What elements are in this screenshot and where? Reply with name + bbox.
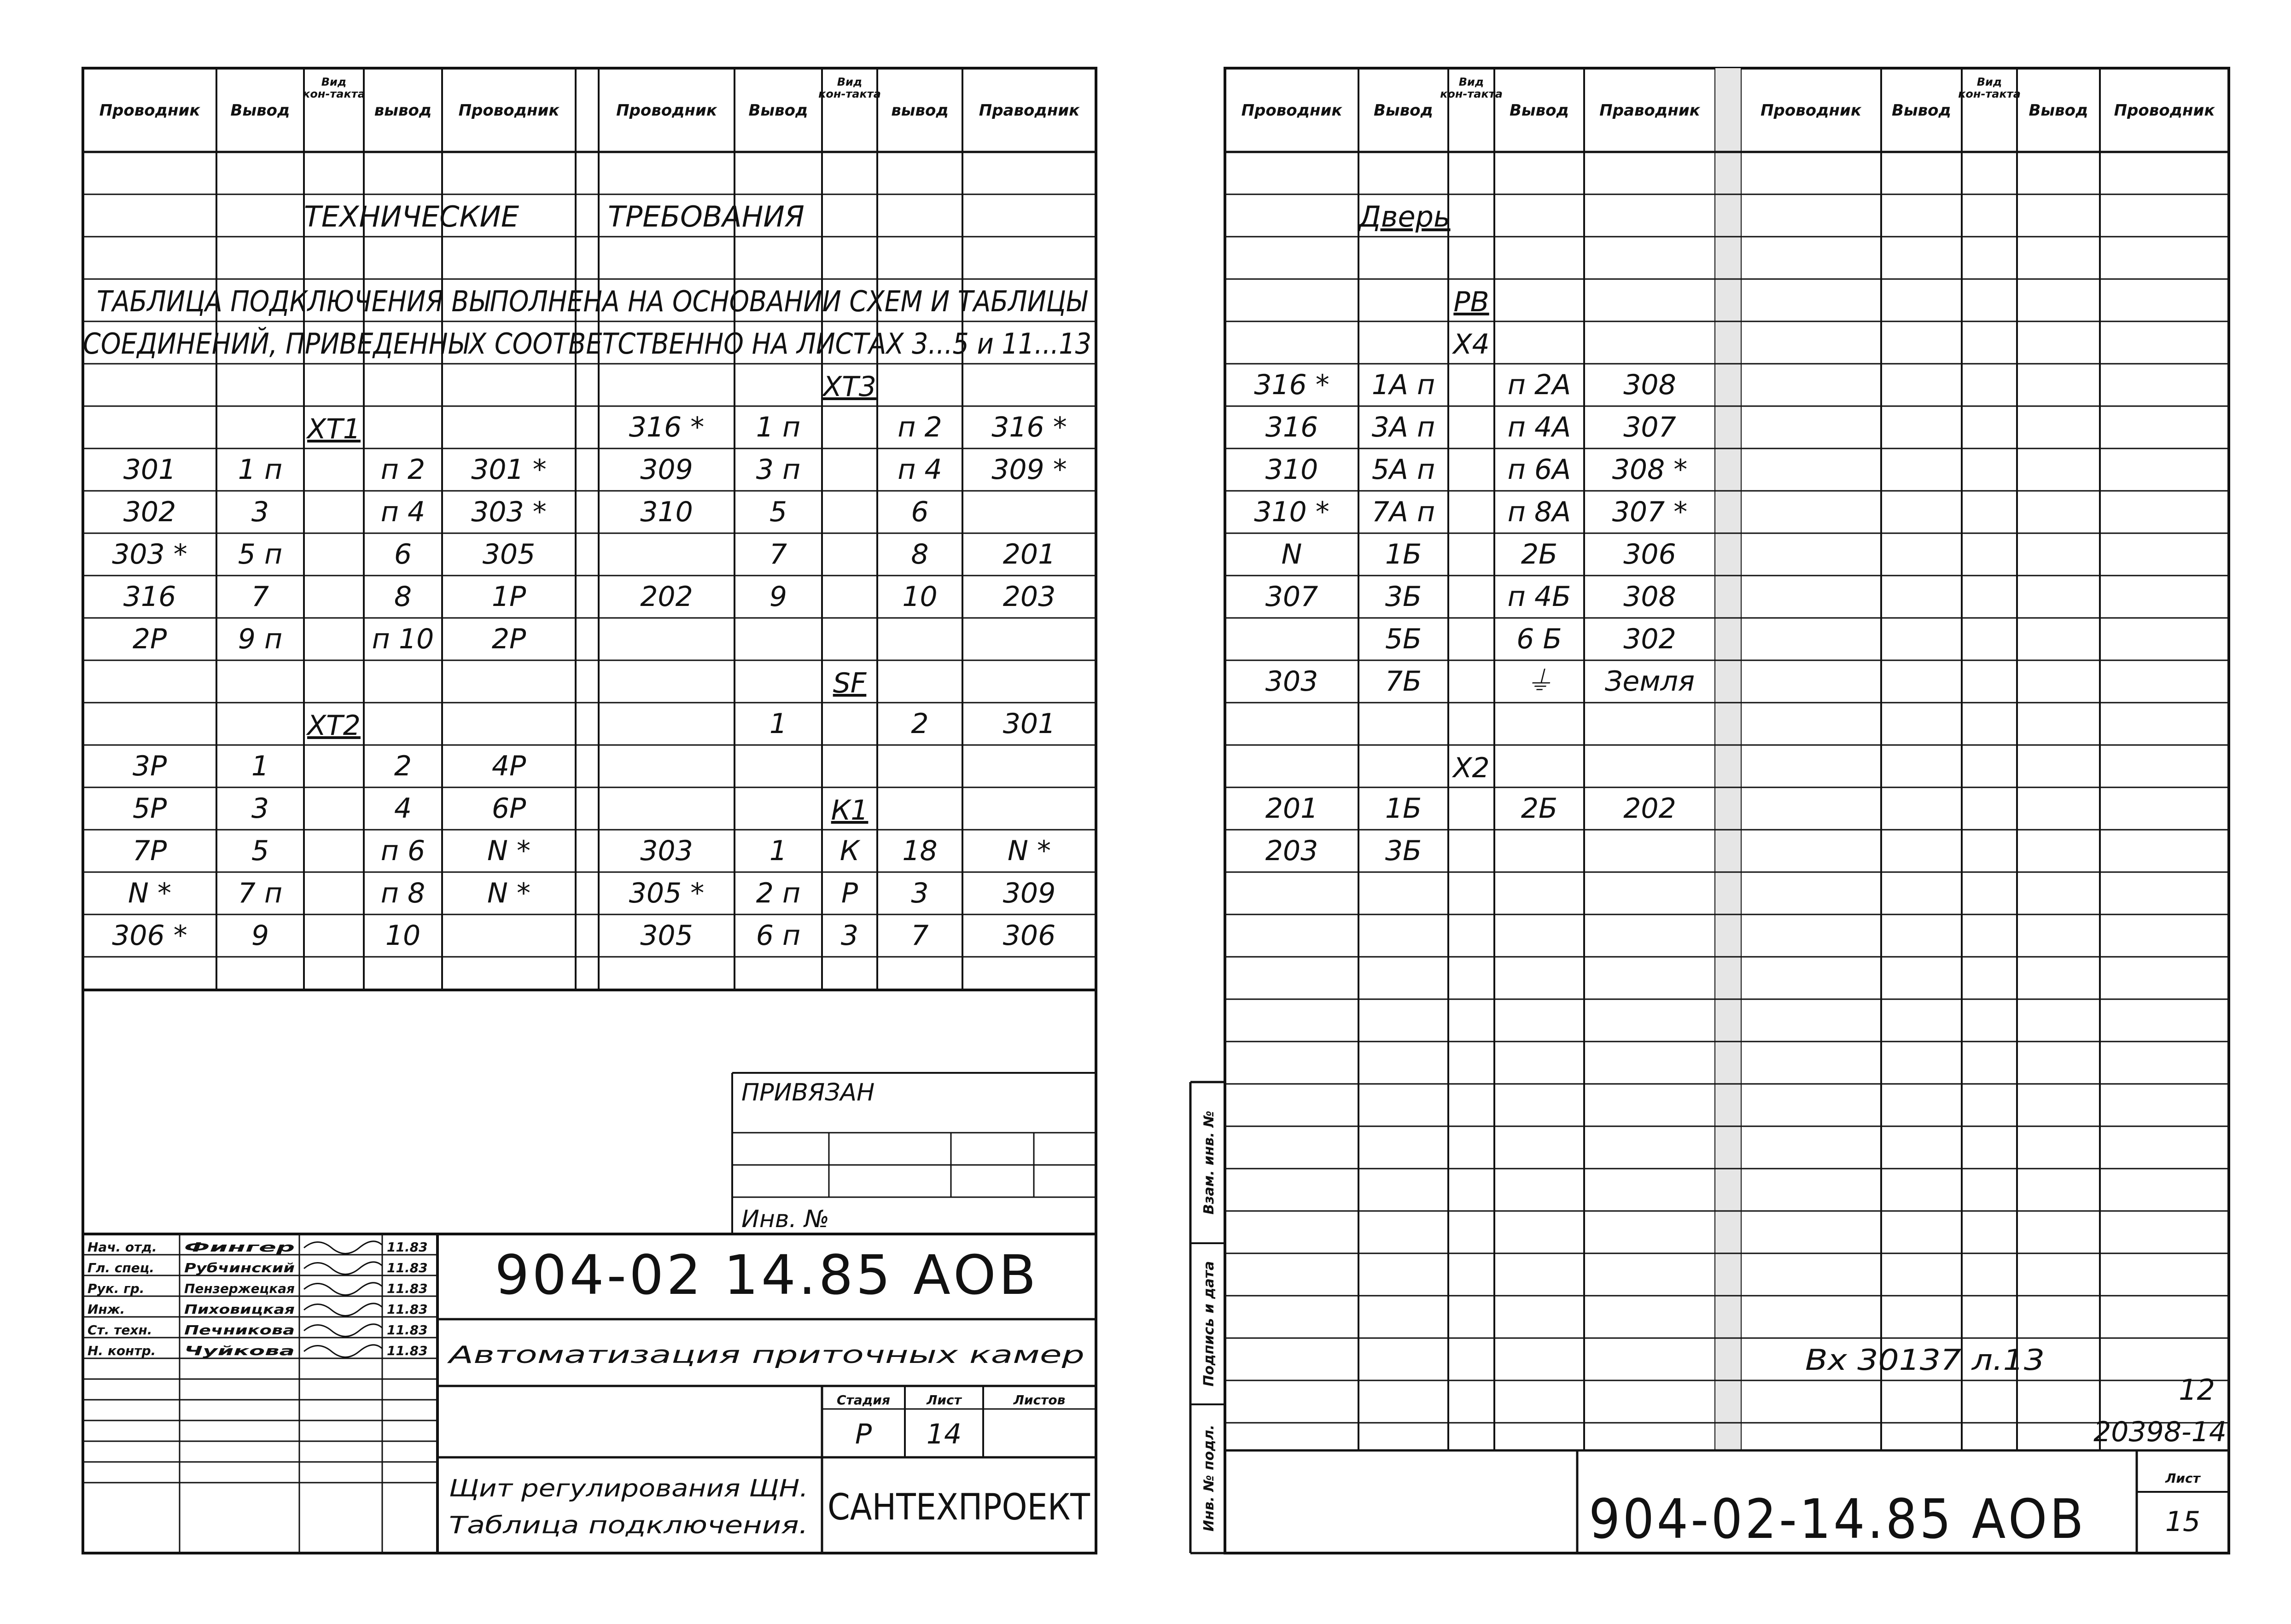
right-table-cell: ⏚	[1525, 665, 1553, 698]
connector-label-xt3: ХТ3	[823, 371, 876, 403]
right-table-cell: 202	[1623, 792, 1676, 825]
left-header-label: вывод	[374, 101, 432, 120]
connector-label-sf: SF	[833, 667, 867, 699]
page-number: 12	[2179, 1373, 2215, 1407]
left-table-cell: 1	[769, 835, 787, 867]
left-table-cell: 316 *	[629, 411, 705, 444]
left-table-cell: 316	[123, 581, 176, 613]
right-table-cell: 307 *	[1612, 496, 1688, 529]
right-table-cell: 307	[1623, 411, 1676, 444]
left-table-cell: 305	[482, 538, 536, 571]
stage-header: Стадия	[837, 1392, 890, 1408]
signature	[304, 1241, 382, 1254]
signer-name: Рубчинский	[184, 1260, 295, 1275]
left-table-cell: N *	[487, 877, 530, 910]
right-header-right-label: Вывод	[1892, 101, 1951, 120]
left-table-cell: 7	[769, 538, 787, 571]
left-table-cell: 310	[640, 496, 693, 529]
left-table-cell: 2	[911, 708, 929, 740]
left-table-cell: 1	[769, 708, 787, 740]
left-header-label: Проводник	[458, 101, 560, 120]
signer-name: Фингер	[184, 1240, 295, 1255]
left-table-cell: 305	[640, 920, 693, 952]
left-header-right-label: Проводник	[616, 101, 717, 120]
left-table-cell: п 4	[898, 454, 942, 486]
left-table-cell: 309 *	[991, 454, 1067, 486]
right-table-cell: 308	[1623, 581, 1676, 613]
table-texts	[83, 76, 2227, 1551]
right-table-cell: 316	[1265, 411, 1318, 444]
left-table-cell: К	[839, 835, 860, 867]
left-table-cell: 3	[251, 496, 269, 529]
connector-label-x4: Х4	[1453, 328, 1490, 361]
right-table-cell: 2Б	[1521, 792, 1558, 825]
signature	[304, 1345, 382, 1357]
signer-date: 11.83	[387, 1322, 428, 1338]
left-table-cell: 5	[251, 835, 269, 867]
sheet-value: 14	[926, 1418, 962, 1450]
connector-label-xt1: ХТ1	[307, 413, 361, 445]
left-table-cell: 309	[640, 454, 693, 486]
left-table-cell: 2	[394, 750, 412, 783]
left-table-cell: 6Р	[491, 792, 526, 825]
left-table-cell: 4	[394, 792, 412, 825]
left-table-cell: 9 п	[238, 623, 283, 656]
left-table-cell: 1Р	[491, 581, 526, 613]
left-table-cell: 8	[911, 538, 929, 571]
right-table-cell: 310 *	[1254, 496, 1329, 529]
stamp-privyazan: ПРИВЯЗАН	[741, 1079, 875, 1106]
left-table-cell: 5Р	[132, 792, 167, 825]
notes-line: СОЕДИНЕНИЙ, ПРИВЕДЕННЫХ СООТВЕТСТВЕННО НА ЛИСТАХ 3...5 и 11...13	[83, 327, 1207, 361]
left-table-cell: 9	[251, 920, 269, 952]
handwritten-note: Вх 30137 л.13	[1805, 1343, 2045, 1377]
left-table-cell: N *	[128, 877, 171, 910]
signature	[304, 1262, 382, 1275]
right-table-cell: 308	[1623, 369, 1676, 402]
side-label-inv: Инв. № подл.	[1201, 1424, 1217, 1532]
right-table-cell: 302	[1623, 623, 1676, 656]
signer-date: 11.83	[387, 1240, 428, 1255]
right-header-right-label: Проводник	[2114, 101, 2215, 120]
right-table-cell: 7А п	[1371, 496, 1435, 529]
left-table-cell: 301	[123, 454, 176, 486]
left-header-right-label: Вывод	[748, 101, 808, 120]
signer-name: Чуйкова	[184, 1343, 295, 1358]
left-table-cell: 202	[640, 581, 693, 613]
signer-role: Инж.	[87, 1302, 125, 1317]
left-table-cell: 3	[911, 877, 929, 910]
signer-date: 11.83	[387, 1302, 428, 1317]
left-table-cell: 6	[911, 496, 929, 529]
right-table-cell: 307	[1265, 581, 1318, 613]
right-header-label: Праводник	[1599, 101, 1700, 120]
left-table-cell: Р	[841, 877, 858, 910]
right-table-cell: 308 *	[1612, 454, 1688, 486]
left-table-cell: 306 *	[112, 920, 187, 952]
left-table-cell: 9	[769, 581, 787, 613]
connector-label-pb: РВ	[1453, 286, 1489, 318]
drawing-title: Таблица подключения.	[449, 1512, 808, 1539]
right-table-cell: 6 Б	[1516, 623, 1562, 656]
left-table-cell: N *	[487, 835, 530, 867]
sheet-header: Лист	[927, 1392, 962, 1408]
left-table-cell: п 2	[380, 454, 426, 486]
left-table-cell: 7	[251, 581, 269, 613]
signature	[304, 1304, 382, 1316]
right-table-cell: 316 *	[1254, 369, 1329, 402]
left-header-right-label: вывод	[891, 101, 949, 120]
right-table-cell: 7Б	[1385, 665, 1422, 698]
drawing-title: Щит регулирования ЩН.	[449, 1475, 808, 1502]
left-table-cell: 7 п	[238, 877, 283, 910]
signer-name: Пензержецкая	[184, 1281, 295, 1296]
right-table-cell: 303	[1265, 665, 1318, 698]
right-table-cell: 203	[1265, 835, 1318, 867]
left-table-cell: 303 *	[112, 538, 187, 571]
right-table-cell: 1А п	[1371, 369, 1435, 402]
left-table-cell: 3Р	[132, 750, 167, 783]
signer-name: Печникова	[184, 1322, 295, 1338]
left-table-cell: 1 п	[238, 454, 283, 486]
signer-role: Ст. техн.	[87, 1322, 152, 1338]
signer-role: Н. контр.	[87, 1343, 156, 1358]
left-header-right-label: Вид	[837, 76, 863, 88]
right-table-cell: 5А п	[1371, 454, 1435, 486]
left-table-cell: 10	[902, 581, 938, 613]
connector-label-xt2: ХТ2	[307, 710, 361, 742]
left-table-cell: 2 п	[756, 877, 801, 910]
right-table-cell: п 6А	[1507, 454, 1571, 486]
right-table-cell: Земля	[1604, 665, 1695, 698]
signer-role: Рук. гр.	[87, 1281, 145, 1296]
left-table-cell: 2Р	[491, 623, 526, 656]
right-table-cell: п 4Б	[1507, 581, 1571, 613]
archive-number: 20398-14	[2093, 1416, 2227, 1448]
left-table-cell: 316 *	[991, 411, 1067, 444]
side-label-signature: Подпись и дата	[1201, 1261, 1217, 1387]
left-table-cell: 3 п	[756, 454, 801, 486]
stamp-inv-no: Инв. №	[741, 1205, 829, 1233]
left-table-cell: 309	[1003, 877, 1056, 910]
left-header-label: Проводник	[99, 101, 200, 120]
signer-name: Пиховицкая	[184, 1302, 295, 1317]
right-table-cell: 306	[1623, 538, 1676, 571]
right-table-cell: 3Б	[1385, 835, 1422, 867]
right-doc-code: 904-02-14.85 АОВ	[1589, 1487, 2086, 1551]
right-header-label: Вывод	[1510, 101, 1569, 120]
left-table-cell: п 8	[380, 877, 426, 910]
right-table-cell: 201	[1265, 792, 1318, 825]
left-table-cell: 306	[1003, 920, 1056, 952]
left-header-label: кон-такта	[303, 87, 365, 100]
left-table-cell: 6 п	[756, 920, 801, 952]
notes-line: ТАБЛИЦА ПОДКЛЮЧЕНИЯ ВЫПОЛНЕНА НА ОСНОВАНИИ СХЕМ И ТАБЛИЦЫ	[97, 285, 1088, 318]
left-table-cell: 201	[1003, 538, 1056, 571]
right-sheet-label: Лист	[2165, 1471, 2200, 1486]
signer-date: 11.83	[387, 1260, 428, 1275]
organization: САНТЕХПРОЕКТ	[828, 1487, 1090, 1528]
signer-role: Нач. отд.	[87, 1240, 157, 1255]
right-table-cell: 5Б	[1385, 623, 1422, 656]
left-table-cell: 303 *	[471, 496, 547, 529]
left-table-cell: 301	[1003, 708, 1056, 740]
right-header-right-label: Проводник	[1761, 101, 1861, 120]
right-header-label: Вид	[1458, 76, 1484, 88]
right-header-right-label: кон-такта	[1958, 87, 2021, 100]
right-table-cell: п 8А	[1507, 496, 1571, 529]
notes-title: ТРЕБОВАНИЯ	[608, 200, 804, 233]
left-table-cell: 1	[251, 750, 269, 783]
right-header-right-label: Вид	[1976, 76, 2002, 88]
right-table-cell: 3А п	[1371, 411, 1435, 444]
left-header-right-label: кон-такта	[818, 87, 881, 100]
stage-value: Р	[855, 1418, 872, 1450]
left-table-cell: 4Р	[491, 750, 526, 783]
right-table-cell: п 4А	[1507, 411, 1571, 444]
left-header-label: Вывод	[230, 101, 290, 120]
right-table-cell: 1Б	[1385, 538, 1422, 571]
right-table-cell: N	[1281, 538, 1302, 571]
right-table-cell: 2Б	[1521, 538, 1558, 571]
door-label: Дверь	[1358, 200, 1451, 233]
right-table-cell: 3Б	[1385, 581, 1422, 613]
left-table-cell: 7	[911, 920, 929, 952]
right-header-label: кон-такта	[1440, 87, 1503, 100]
project-title: Автоматизация приточных камер	[447, 1341, 1085, 1369]
separator-band	[1715, 68, 1741, 1450]
left-table-cell: п 6	[380, 835, 426, 867]
left-table-cell: 5	[769, 496, 787, 529]
right-sheet-number: 15	[2165, 1506, 2201, 1538]
signature	[304, 1324, 382, 1337]
left-table-cell: п 4	[380, 496, 426, 529]
doc-code: 904-02 14.85 АОВ	[495, 1243, 1039, 1307]
left-table-cell: 303	[640, 835, 693, 867]
right-table-cell: 1Б	[1385, 792, 1422, 825]
left-table-cell: п 2	[898, 411, 942, 444]
left-table-cell: 2Р	[132, 623, 167, 656]
right-table-cell: п 2А	[1507, 369, 1571, 402]
left-table-cell: 7Р	[132, 835, 167, 867]
signature	[304, 1283, 382, 1295]
left-table-cell: 8	[394, 581, 412, 613]
signer-date: 11.83	[387, 1281, 428, 1296]
connector-label-x2: Х2	[1453, 752, 1490, 784]
right-header-label: Проводник	[1241, 101, 1342, 120]
left-table-cell: 302	[123, 496, 176, 529]
left-table-cell: 3	[840, 920, 859, 952]
left-table-cell: 203	[1003, 581, 1056, 613]
left-table-cell: 18	[902, 835, 938, 867]
signer-role: Гл. спец.	[87, 1260, 155, 1275]
notes-title: ТЕХНИЧЕСКИЕ	[304, 200, 519, 233]
left-table-cell: 5 п	[238, 538, 283, 571]
left-table-cell: 10	[385, 920, 421, 952]
right-header-label: Вывод	[1374, 101, 1433, 120]
signer-date: 11.83	[387, 1343, 428, 1358]
left-table-cell: N *	[1008, 835, 1051, 867]
left-header-right-label: Праводник	[979, 101, 1080, 120]
left-table-cell: 301 *	[471, 454, 547, 486]
left-table-cell: 1 п	[756, 411, 801, 444]
side-label-replace: Взам. инв. №	[1201, 1111, 1217, 1215]
left-table-cell: 6	[394, 538, 412, 571]
sheets-header: Листов	[1013, 1392, 1066, 1408]
connector-label-k1: К1	[831, 794, 869, 827]
left-table-cell: 305 *	[629, 877, 705, 910]
left-table-cell: п 10	[372, 623, 434, 656]
right-header-right-label: Вывод	[2029, 101, 2088, 120]
left-table-cell: 3	[251, 792, 269, 825]
right-table-cell: 310	[1265, 454, 1318, 486]
left-header-label: Вид	[321, 76, 347, 88]
